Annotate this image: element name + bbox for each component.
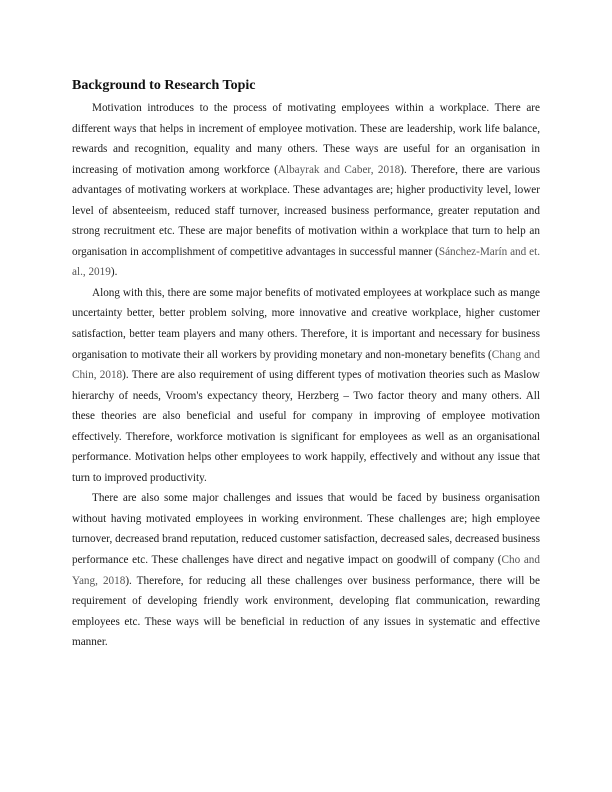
section-heading: Background to Research Topic <box>72 78 256 93</box>
paragraph-text: ). Therefore, for reducing all these challenges over business performance, there will be requirement of developing friendly work environment, developing flat communication, rewarding employees etc. These ways will be beneficial in reduction of any issues in systematic and effective manner. <box>72 574 540 649</box>
citation: Albayrak and Caber, 2018 <box>277 163 401 176</box>
document-body <box>72 77 540 653</box>
citation: Chang and Chin, 2018 <box>72 348 540 382</box>
paragraph-text: ). Therefore, there are various advantages of motivating workers at workplace. These advantages are; higher productivity level, lower level of absenteeism, reduced staff turnover, increased business performance, greater reputation and strong recruitment etc. These are major benefits of motivation within a workplace that turn to help an organisation in accomplishment of competitive advantages in successful manner ( <box>72 163 540 258</box>
paragraph-text: Along with this, there are some major benefits of motivated employees at workplace such as mange uncertainty better, better problem solving, more innovative and creative workplace, higher customer satisfaction, better team players and many others. Therefore, it is important and necessary for business organisation to motivate their all workers by providing monetary and non-monetary benefits ( <box>72 286 540 361</box>
paragraph-1 <box>72 98 540 283</box>
paragraph-text: ). There are also requirement of using different types of motivation theories such as Maslow hierarchy of needs, Vroom's expectancy theory, Herzberg – Two factor theory and many others. All these theories are also beneficial and useful for company in improving of employee motivation effectively. Therefore, workforce motivation is significant for employees as well as an organisational performance. Motivation helps other employees to work happily, effectively and without any issue that turn to improved productivity. <box>72 369 540 484</box>
paragraph-3 <box>72 488 540 652</box>
citation: Cho and Yang, 2018 <box>72 554 540 587</box>
paragraph-text: There are also some major challenges and issues that would be faced by business organisation without having motivated employees in working environment. These challenges are; high employee turnover, decreased brand reputation, reduced customer satisfaction, decreased sales, decreased business performance etc. These challenges have direct and negative impact on goodwill of company ( <box>72 492 540 567</box>
paragraph-text: ). <box>110 266 118 279</box>
citation: Sánchez-Marín and et. al., 2019 <box>72 245 540 279</box>
paragraph-text: Motivation introduces to the process of motivating employees within a workplace. There are different ways that helps in increment of employee motivation. These are leadership, work life balance, rewards and recognition, equality and many others. These ways are useful for an organisation in increasing of motivation among workforce ( <box>72 102 540 176</box>
paragraph-2 <box>72 283 540 488</box>
